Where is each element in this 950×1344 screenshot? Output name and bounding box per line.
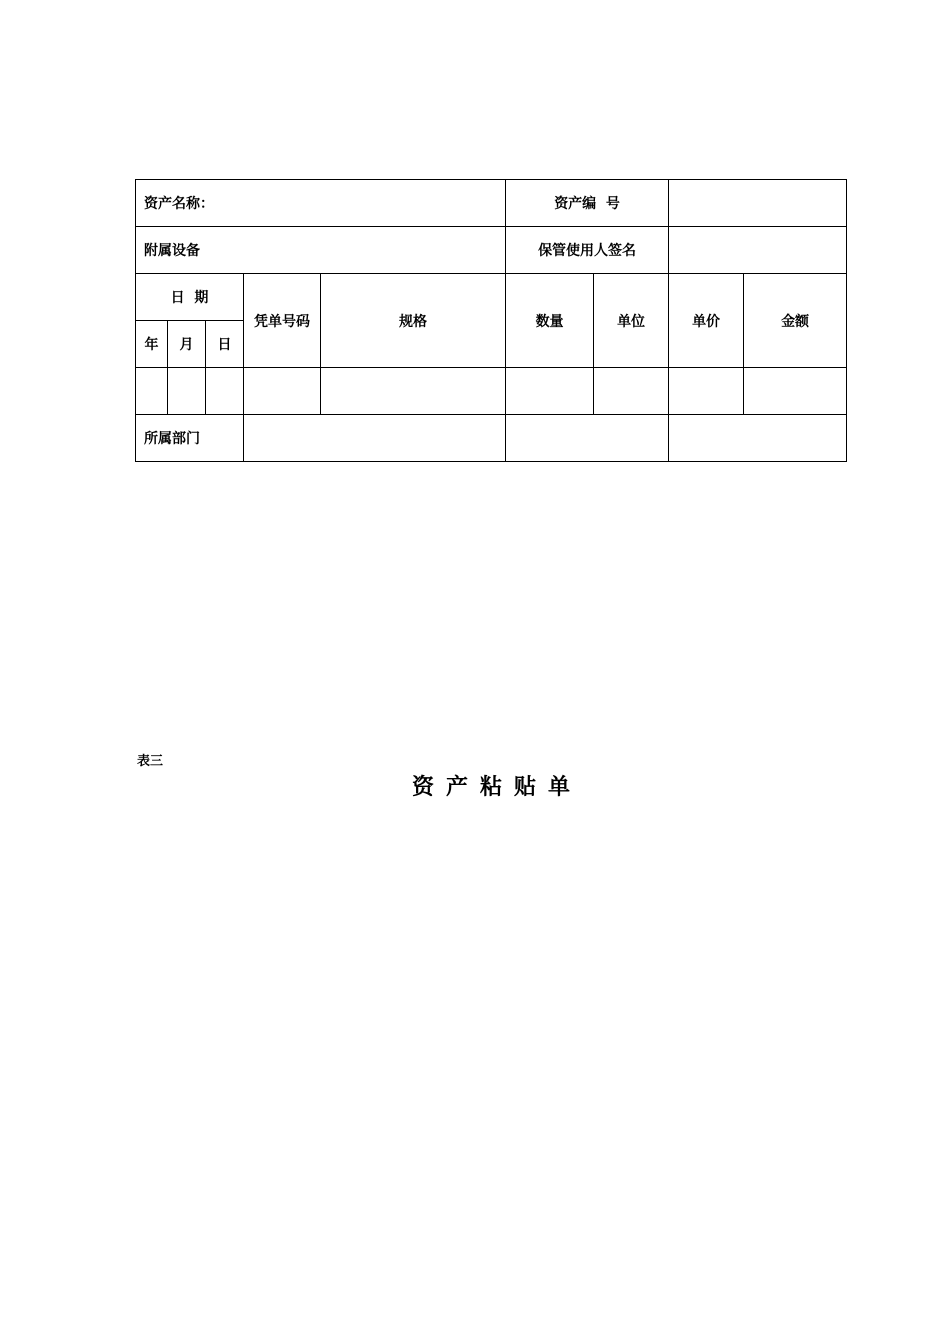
custodian-signature-field[interactable] (669, 227, 847, 274)
month-field[interactable] (168, 368, 206, 415)
quantity-label: 数量 (506, 274, 594, 368)
day-field[interactable] (206, 368, 244, 415)
department-label: 所属部门 (136, 415, 244, 462)
asset-name-label: 资产名称： (136, 180, 506, 227)
asset-number-field[interactable] (669, 180, 847, 227)
asset-name-row (136, 180, 847, 227)
department-row (136, 415, 847, 462)
custodian-signature-label: 保管使用人签名 (506, 227, 669, 274)
department-field-2[interactable] (506, 415, 669, 462)
month-label: 月 (168, 321, 206, 368)
table-label: 表三 (137, 754, 164, 769)
document-title: 资产粘贴单 (411, 775, 582, 800)
asset-number-label: 资产编 号 (506, 180, 669, 227)
voucher-number-label: 凭单号码 (244, 274, 321, 368)
quantity-field[interactable] (506, 368, 594, 415)
year-field[interactable] (136, 368, 168, 415)
unit-price-label: 单价 (669, 274, 744, 368)
unit-price-field[interactable] (669, 368, 744, 415)
department-field-3[interactable] (669, 415, 847, 462)
unit-label: 单位 (594, 274, 669, 368)
specification-label: 规格 (321, 274, 506, 368)
header-row-1 (136, 274, 847, 321)
asset-card-table (135, 179, 847, 462)
day-label: 日 (206, 321, 244, 368)
amount-label: 金额 (744, 274, 847, 368)
attached-equipment-row (136, 227, 847, 274)
specification-field[interactable] (321, 368, 506, 415)
attached-equipment-label: 附属设备 (136, 227, 506, 274)
date-label: 日 期 (136, 274, 244, 321)
data-entry-row (136, 368, 847, 415)
department-field-1[interactable] (244, 415, 506, 462)
voucher-number-field[interactable] (244, 368, 321, 415)
unit-field[interactable] (594, 368, 669, 415)
amount-field[interactable] (744, 368, 847, 415)
year-label: 年 (136, 321, 168, 368)
